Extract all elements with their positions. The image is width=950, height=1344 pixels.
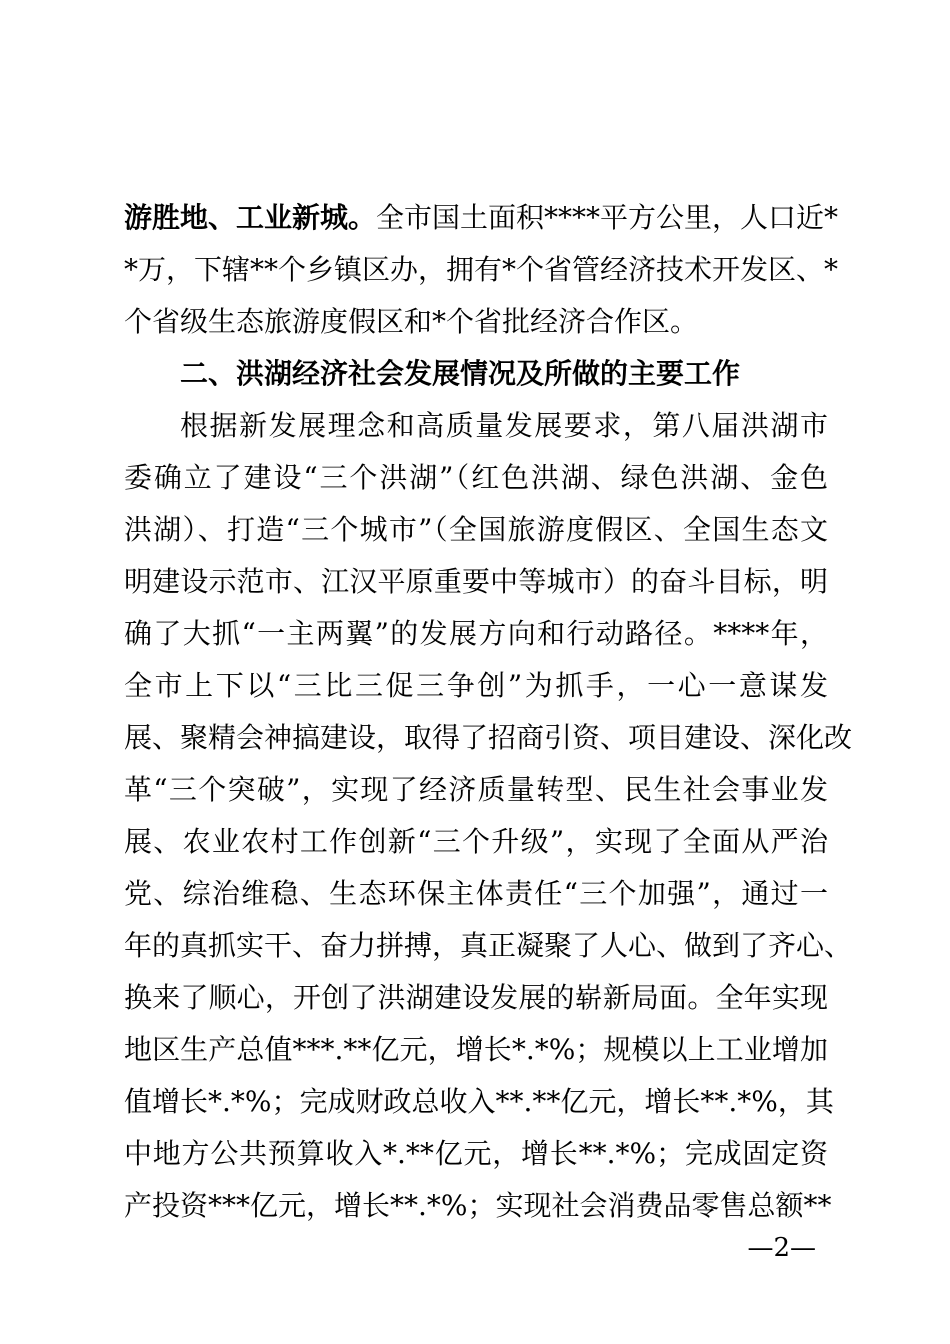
page-number: —2— xyxy=(747,1233,816,1263)
paragraph-line: 委确立了建设“三个洪湖”（红色洪湖、绿色洪湖、金色 xyxy=(124,461,828,494)
paragraph-line: *万，下辖**个乡镇区办，拥有*个省管经济技术开发区、* xyxy=(124,253,839,286)
paragraph-line: 展、聚精会神搞建设，取得了招商引资、项目建设、深化改 xyxy=(124,721,853,754)
paragraph-line: 党、综治维稳、生态环保主体责任“三个加强”，通过一 xyxy=(124,877,828,910)
paragraph-line: 地区生产总值***.**亿元，增长*.*%；规模以上工业增加 xyxy=(124,1033,828,1066)
paragraph-line: 展、农业农村工作创新“三个升级”，实现了全面从严治 xyxy=(124,825,828,858)
paragraph-line: 换来了顺心，开创了洪湖建设发展的崭新局面。全年实现 xyxy=(124,981,828,1014)
paragraph-line xyxy=(124,192,839,244)
paragraph-line: 革“三个突破”，实现了经济质量转型、民生社会事业发 xyxy=(124,773,828,806)
paragraph-line: 年的真抓实干、奋力拼搏，真正凝聚了人心、做到了齐心、 xyxy=(124,929,853,962)
paragraph-line: 全市上下以“三比三促三争创”为抓手，一心一意谋发 xyxy=(124,669,828,702)
section-heading: 二、洪湖经济社会发展情况及所做的主要工作 xyxy=(180,357,741,390)
paragraph-line: 值增长*.*%；完成财政总收入**.**亿元，增长**.*%，其 xyxy=(124,1085,834,1118)
paragraph-line: 洪湖）、打造“三个城市”（全国旅游度假区、全国生态文 xyxy=(124,513,828,546)
paragraph xyxy=(124,400,853,1232)
paragraph-line: 产投资***亿元，增长**.*%；实现社会消费品零售总额** xyxy=(124,1189,832,1222)
paragraph-line: 明建设示范市、江汉平原重要中等城市）的奋斗目标，明 xyxy=(124,565,828,598)
paragraph-line: 中地方公共预算收入*.**亿元，增长**.*%；完成固定资 xyxy=(124,1137,828,1170)
paragraph-line: 根据新发展理念和高质量发展要求，第八届洪湖市 xyxy=(180,409,828,442)
bold-lead-text: 游胜地、工业新城。 xyxy=(124,201,377,234)
paragraph-line: 个省级生态旅游度假区和*个省批经济合作区。 xyxy=(124,305,699,338)
body-text xyxy=(124,192,853,1232)
paragraph-text: 全市国土面积****平方公里，人口近* xyxy=(376,201,839,234)
paragraph-line: 确了大抓“一主两翼”的发展方向和行动路径。****年， xyxy=(124,617,828,650)
